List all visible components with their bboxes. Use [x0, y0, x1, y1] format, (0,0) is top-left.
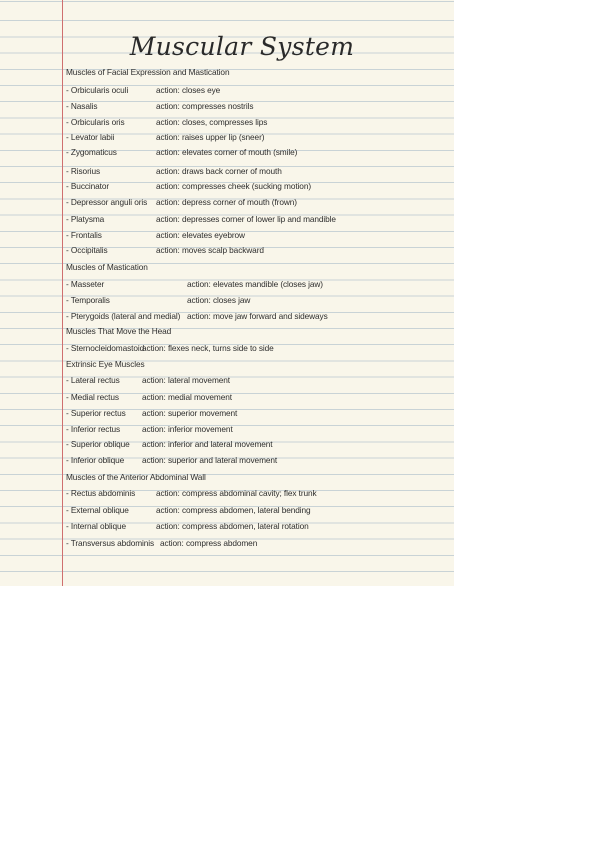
- muscle-name: - Inferior rectus: [66, 424, 121, 434]
- list-item: [66, 279, 323, 289]
- muscle-name: - Lateral rectus: [66, 375, 120, 385]
- list-item: [66, 392, 232, 402]
- muscle-name: - Nasalis: [66, 101, 98, 111]
- muscle-action: action: compresses cheek (sucking motion): [156, 181, 311, 191]
- section-heading: Muscles That Move the Head: [66, 326, 172, 336]
- list-item: [66, 455, 278, 465]
- list-item: [66, 521, 309, 531]
- muscle-action: action: lateral movement: [142, 375, 230, 385]
- page-title: Muscular System: [129, 32, 355, 61]
- muscle-action: action: compress abdomen: [160, 538, 258, 548]
- muscle-name: - Internal oblique: [66, 521, 127, 531]
- section-heading: Extrinsic Eye Muscles: [66, 359, 145, 369]
- muscle-action: action: inferior and lateral movement: [142, 439, 273, 449]
- list-item: [66, 197, 297, 207]
- muscle-name: - Superior oblique: [66, 439, 130, 449]
- list-item: [66, 214, 336, 224]
- muscle-name: - Buccinator: [66, 181, 110, 191]
- list-item: [66, 505, 311, 515]
- muscle-name: - Orbicularis oculi: [66, 85, 129, 95]
- muscle-name: - Occipitalis: [66, 245, 108, 255]
- list-item: [66, 311, 328, 321]
- muscle-action: action: elevates corner of mouth (smile): [156, 147, 298, 157]
- muscle-action: action: medial movement: [142, 392, 232, 402]
- muscle-action: action: closes, compresses lips: [156, 117, 268, 127]
- muscle-name: - Platysma: [66, 214, 105, 224]
- muscle-action: action: elevates mandible (closes jaw): [187, 279, 323, 289]
- list-item: [66, 166, 282, 176]
- list-item: [66, 147, 298, 157]
- muscle-name: - Transversus abdominis: [66, 538, 155, 548]
- list-item: [66, 538, 258, 548]
- list-item: [66, 117, 268, 127]
- list-item: [66, 408, 238, 418]
- list-item: [66, 439, 273, 449]
- muscle-action: action: inferior movement: [142, 424, 233, 434]
- list-item: [66, 132, 265, 142]
- muscle-action: action: move jaw forward and sideways: [187, 311, 328, 321]
- muscle-name: - External oblique: [66, 505, 129, 515]
- muscle-action: action: depresses corner of lower lip and mandible: [156, 214, 336, 224]
- muscle-name: - Masseter: [66, 279, 105, 289]
- muscle-action: action: superior and lateral movement: [142, 455, 278, 465]
- muscle-action: action: raises upper lip (sneer): [156, 132, 265, 142]
- muscle-action: action: elevates eyebrow: [156, 230, 245, 240]
- muscle-action: action: flexes neck, turns side to side: [142, 343, 274, 353]
- muscle-name: - Zygomaticus: [66, 147, 117, 157]
- muscle-action: action: moves scalp backward: [156, 245, 264, 255]
- section-heading: Muscles of Mastication: [66, 262, 148, 272]
- section-heading: Muscles of the Anterior Abdominal Wall: [66, 472, 206, 482]
- list-item: [66, 488, 317, 498]
- muscle-name: - Risorius: [66, 166, 101, 176]
- list-item: [66, 343, 274, 353]
- muscle-action: action: superior movement: [142, 408, 238, 418]
- muscle-name: - Pterygoids (lateral and medial): [66, 311, 181, 321]
- list-item: [66, 85, 221, 95]
- muscle-name: - Medial rectus: [66, 392, 119, 402]
- muscle-action: action: draws back corner of mouth: [156, 166, 282, 176]
- muscle-action: action: compress abdomen, lateral rotation: [156, 521, 309, 531]
- muscle-name: - Depressor anguli oris: [66, 197, 148, 207]
- muscle-action: action: compress abdomen, lateral bending: [156, 505, 311, 515]
- list-item: [66, 424, 233, 434]
- list-item: [66, 375, 230, 385]
- muscle-name: - Orbicularis oris: [66, 117, 125, 127]
- list-item: [66, 295, 251, 305]
- muscle-name: - Inferior oblique: [66, 455, 125, 465]
- list-item: [66, 181, 311, 191]
- muscle-name: - Temporalis: [66, 295, 110, 305]
- muscle-action: action: closes jaw: [187, 295, 251, 305]
- list-item: [66, 101, 254, 111]
- muscle-action: action: compresses nostrils: [156, 101, 254, 111]
- muscle-action: action: closes eye: [156, 85, 221, 95]
- muscle-name: - Levator labii: [66, 132, 115, 142]
- muscle-name: - Frontalis: [66, 230, 102, 240]
- muscle-name: - Rectus abdominis: [66, 488, 136, 498]
- muscle-name: - Superior rectus: [66, 408, 126, 418]
- list-item: [66, 230, 245, 240]
- muscle-action: action: compress abdominal cavity; flex trunk: [156, 488, 317, 498]
- margin-line: [62, 0, 63, 586]
- list-item: [66, 245, 264, 255]
- muscle-name: - Sternocleidomastoid: [66, 343, 145, 353]
- muscle-action: action: depress corner of mouth (frown): [156, 197, 297, 207]
- section-heading: Muscles of Facial Expression and Mastication: [66, 67, 230, 77]
